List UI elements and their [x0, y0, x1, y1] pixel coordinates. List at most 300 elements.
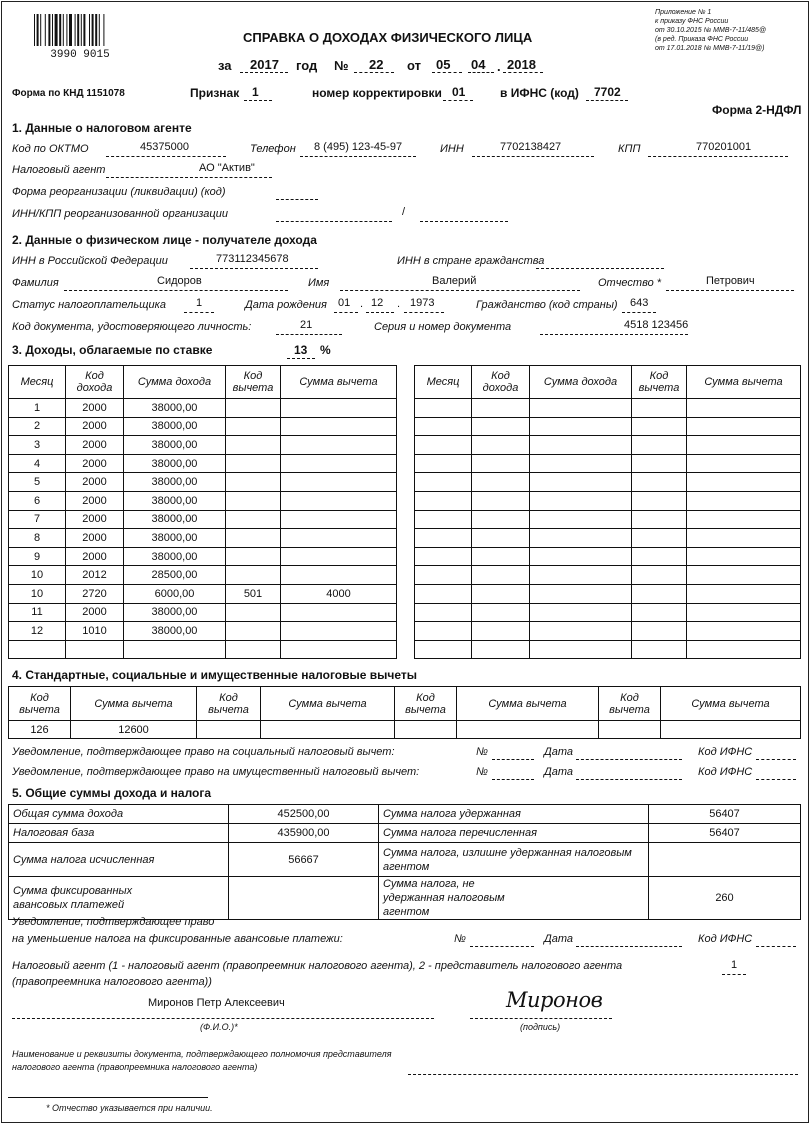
- citizenship-label: Гражданство (код страны): [476, 299, 618, 311]
- tax-withheld-value: 56407: [649, 805, 801, 824]
- table-row: [9, 491, 397, 510]
- priznak-label: Признак: [190, 86, 240, 100]
- cell-deduction-code: 501: [226, 584, 281, 603]
- tax-transferred-value: 56407: [649, 824, 801, 843]
- advance-notice-label-1: Уведомление, подтверждающее право: [12, 916, 215, 928]
- cell-deduction-code: [632, 622, 687, 641]
- cell-deduction-sum: 4000: [281, 584, 397, 603]
- total-income-value: 452500,00: [229, 805, 379, 824]
- cell-deduction-code: [226, 640, 281, 659]
- cell-income-sum: 38000,00: [124, 529, 226, 548]
- cell-month: 2: [9, 417, 66, 436]
- cell-deduction-sum: [687, 603, 801, 622]
- deduction-sum: [457, 721, 599, 739]
- tax-agent-label: Налоговый агент: [12, 164, 106, 176]
- authority-doc-label-1: Наименование и реквизиты документа, подтверждающего полномочия представителя: [12, 1049, 392, 1059]
- cell-income-code: [472, 399, 530, 418]
- cell-deduction-code: [632, 436, 687, 455]
- cell-income-code: [472, 491, 530, 510]
- table-row: [9, 399, 397, 418]
- doc-num-value: 4518 123456: [624, 319, 689, 331]
- deduction-code-header: Код вычета: [9, 687, 71, 721]
- cell-income-sum: [530, 603, 632, 622]
- tax-not-withheld-label: Сумма налога, не удержанная налоговым агентом: [379, 877, 649, 920]
- table-row: [9, 603, 397, 622]
- cell-income-code: 2000: [66, 473, 124, 492]
- cell-month: [415, 436, 472, 455]
- agent-inn-value: 7702138427: [500, 141, 562, 153]
- deduction-code-header: Код вычета: [197, 687, 261, 721]
- property-notice-label: Уведомление, подтверждающее право на имущественный налоговый вычет:: [12, 766, 420, 778]
- table-row: [415, 491, 801, 510]
- table-row: [9, 454, 397, 473]
- reorg-form-label: Форма реорганизации (ликвидации) (код): [12, 186, 226, 198]
- cell-income-code: [472, 640, 530, 659]
- cell-income-code: 2000: [66, 547, 124, 566]
- deductions-table: [8, 686, 801, 739]
- reorg-inn-label: ИНН/КПП реорганизованной организации: [12, 208, 228, 220]
- phone-label: Телефон: [250, 143, 296, 155]
- tax-withheld-label: Сумма налога удержанная: [379, 805, 649, 824]
- cell-deduction-code: [632, 417, 687, 436]
- deduction-code-header: Код вычета: [395, 687, 457, 721]
- authority-doc-label-2: налогового агента (правопреемника налогового агента): [12, 1062, 258, 1072]
- deduction-code: [197, 721, 261, 739]
- cell-month: 3: [9, 436, 66, 455]
- cell-income-code: [472, 417, 530, 436]
- date-prefix: от: [407, 58, 421, 73]
- table-row: [415, 473, 801, 492]
- cell-month: [415, 417, 472, 436]
- tax-overwithheld-value: [649, 843, 801, 877]
- cell-deduction-sum: [687, 566, 801, 585]
- section1-title: 1. Данные о налоговом агенте: [12, 121, 192, 135]
- cell-deduction-code: [226, 417, 281, 436]
- barcode-number: 3990 9015: [50, 49, 110, 58]
- cell-month: [415, 547, 472, 566]
- col-deduction-sum: Сумма вычета: [687, 366, 801, 399]
- cell-income-sum: [530, 417, 632, 436]
- section4-title: 4. Стандартные, социальные и имущественные налоговые вычеты: [12, 668, 417, 682]
- cell-month: [415, 566, 472, 585]
- cell-income-code: [472, 584, 530, 603]
- cell-income-sum: [124, 640, 226, 659]
- priznak-value: 1: [252, 85, 259, 99]
- cell-month: 5: [9, 473, 66, 492]
- oktmo-value: 45375000: [140, 141, 189, 153]
- cell-income-sum: [530, 436, 632, 455]
- doc-code-value: 21: [300, 319, 313, 331]
- table-row: [415, 417, 801, 436]
- cell-income-sum: [530, 547, 632, 566]
- fio-caption: (Ф.И.О.)*: [200, 1022, 238, 1032]
- advance-notice-num: №: [454, 933, 466, 945]
- cell-income-code: [472, 529, 530, 548]
- section2-title: 2. Данные о физическом лице - получателе дохода: [12, 233, 317, 247]
- correction-value: 01: [452, 85, 466, 99]
- cell-month: [9, 640, 66, 659]
- total-income-label: Общая сумма дохода: [9, 805, 229, 824]
- cell-deduction-code: [632, 547, 687, 566]
- cell-deduction-code: [632, 399, 687, 418]
- year-suffix: год: [296, 58, 318, 73]
- cell-income-code: 2000: [66, 510, 124, 529]
- tax-calculated-value: 56667: [229, 843, 379, 877]
- social-notice-date: Дата: [544, 746, 574, 758]
- appendix-note: Приложение № 1 к приказу ФНС России от 30.10.2015 № ММВ-7-11/485@ (в ред. Приказа ФНС России от 17.01.2018 № ММВ-7-11/19@): [655, 9, 767, 52]
- footnote: * Отчество указывается при наличии.: [46, 1103, 213, 1113]
- fixed-advance-value: [229, 877, 379, 920]
- name-value: Валерий: [432, 275, 477, 287]
- cell-month: 10: [9, 566, 66, 585]
- cell-income-code: 2720: [66, 584, 124, 603]
- cell-deduction-sum: [687, 622, 801, 641]
- deduction-sum-header: Сумма вычета: [457, 687, 599, 721]
- table-row: [9, 529, 397, 548]
- cell-deduction-code: [632, 640, 687, 659]
- cell-deduction-code: [632, 510, 687, 529]
- doc-num-label: Серия и номер документа: [374, 321, 512, 333]
- cell-deduction-code: [226, 547, 281, 566]
- table-row: [9, 622, 397, 641]
- tax-base-value: 435900,00: [229, 824, 379, 843]
- patronymic-label: Отчество *: [598, 277, 662, 289]
- cell-deduction-sum: [687, 473, 801, 492]
- table-row: [415, 547, 801, 566]
- cell-income-sum: 38000,00: [124, 603, 226, 622]
- deduction-sum-header: Сумма вычета: [71, 687, 197, 721]
- cell-deduction-code: [226, 622, 281, 641]
- deduction-sum-header: Сумма вычета: [261, 687, 395, 721]
- reorg-slash: /: [402, 206, 406, 218]
- advance-notice-ifns: Код ИФНС: [698, 933, 753, 945]
- cell-income-code: 2000: [66, 436, 124, 455]
- cell-income-sum: [530, 473, 632, 492]
- cell-income-sum: [530, 566, 632, 585]
- cell-income-sum: 38000,00: [124, 436, 226, 455]
- cell-income-sum: 28500,00: [124, 566, 226, 585]
- cell-deduction-sum: [281, 436, 397, 455]
- col-month: Месяц: [9, 366, 66, 399]
- status-label: Статус налогоплательщика: [12, 299, 166, 311]
- birth-day: 01: [338, 297, 351, 309]
- name-label: Имя: [308, 277, 330, 289]
- table-row: [415, 399, 801, 418]
- cell-income-sum: [530, 491, 632, 510]
- tax-base-label: Налоговая база: [9, 824, 229, 843]
- cell-income-sum: 38000,00: [124, 622, 226, 641]
- col-deduction-code: Код вычета: [226, 366, 281, 399]
- cell-month: 7: [9, 510, 66, 529]
- table-row: [415, 584, 801, 603]
- tax-overwithheld-label: Сумма налога, излишне удержанная налоговым агентом: [379, 843, 649, 877]
- cell-income-sum: 38000,00: [124, 510, 226, 529]
- birth-year: 1973: [410, 297, 435, 309]
- cell-income-sum: [530, 640, 632, 659]
- cell-income-code: 2000: [66, 603, 124, 622]
- cell-income-sum: 6000,00: [124, 584, 226, 603]
- col-deduction-code: Код вычета: [632, 366, 687, 399]
- cell-deduction-sum: [281, 491, 397, 510]
- patronymic-value: Петрович: [706, 275, 755, 287]
- deduction-sum: 12600: [71, 721, 197, 739]
- cell-income-code: [472, 454, 530, 473]
- table-row: [9, 417, 397, 436]
- cell-deduction-code: [226, 454, 281, 473]
- form-name: Форма 2-НДФЛ: [712, 103, 802, 117]
- signer-name: Миронов Петр Алексеевич: [148, 997, 285, 1009]
- knd-code: Форма по КНД 1151078: [12, 88, 125, 99]
- date-month: 04: [471, 57, 486, 72]
- oktmo-label: Код по ОКТМО: [12, 143, 89, 155]
- cell-income-code: 2000: [66, 529, 124, 548]
- cell-deduction-sum: [687, 399, 801, 418]
- deduction-code: 126: [9, 721, 71, 739]
- cell-income-code: 2012: [66, 566, 124, 585]
- cell-deduction-code: [632, 473, 687, 492]
- cell-income-code: [472, 603, 530, 622]
- table-row: [415, 566, 801, 585]
- phone-value: 8 (495) 123-45-97: [314, 141, 403, 153]
- social-notice-num: №: [476, 746, 488, 758]
- document-title: СПРАВКА О ДОХОДАХ ФИЗИЧЕСКОГО ЛИЦА: [243, 30, 533, 45]
- cell-deduction-code: [226, 510, 281, 529]
- doc-code-label: Код документа, удостоверяющего личность:: [12, 321, 252, 333]
- year-prefix: за: [218, 58, 232, 73]
- birth-month: 12: [371, 297, 384, 309]
- cell-deduction-sum: [281, 454, 397, 473]
- cell-month: 6: [9, 491, 66, 510]
- cell-deduction-sum: [281, 473, 397, 492]
- cell-income-sum: 38000,00: [124, 547, 226, 566]
- table-row: [415, 529, 801, 548]
- cell-deduction-code: [226, 566, 281, 585]
- cell-month: 8: [9, 529, 66, 548]
- ifns-label: в ИФНС (код): [500, 86, 579, 100]
- cell-deduction-sum: [281, 510, 397, 529]
- cell-income-code: 2000: [66, 417, 124, 436]
- cell-deduction-sum: [281, 603, 397, 622]
- cell-deduction-sum: [687, 436, 801, 455]
- cell-income-code: [66, 640, 124, 659]
- inn-foreign-label: ИНН в стране гражданства: [397, 255, 545, 267]
- agent-type-label-1: Налоговый агент (1 - налоговый агент (правопреемник налогового агента), 2 - представитель налогового агента: [12, 960, 623, 972]
- signature-caption: (подпись): [520, 1022, 561, 1032]
- cell-income-sum: 38000,00: [124, 491, 226, 510]
- tax-rate: 13: [294, 343, 308, 357]
- agent-type-value: 1: [731, 959, 738, 971]
- cell-deduction-code: [632, 584, 687, 603]
- income-table-left: [8, 365, 397, 659]
- cell-income-sum: [530, 584, 632, 603]
- ifns-value: 7702: [594, 85, 621, 99]
- col-income-sum: Сумма дохода: [124, 366, 226, 399]
- cell-income-sum: [530, 454, 632, 473]
- cell-income-sum: 38000,00: [124, 473, 226, 492]
- surname-label: Фамилия: [12, 277, 59, 289]
- income-table-right: [414, 365, 801, 659]
- deduction-code: [395, 721, 457, 739]
- deduction-sum: [261, 721, 395, 739]
- citizenship-value: 643: [630, 297, 649, 309]
- section3-title: 3. Доходы, облагаемые по ставке: [12, 343, 213, 357]
- col-deduction-sum: Сумма вычета: [281, 366, 397, 399]
- cell-income-code: 1010: [66, 622, 124, 641]
- fixed-advance-label: Сумма фиксированных авансовых платежей: [9, 877, 229, 920]
- cell-deduction-code: [632, 454, 687, 473]
- advance-notice-date: Дата: [544, 933, 574, 945]
- cell-deduction-code: [632, 491, 687, 510]
- report-year: 2017: [250, 57, 279, 72]
- property-notice-num: №: [476, 766, 488, 778]
- cell-month: [415, 529, 472, 548]
- table-row: [415, 436, 801, 455]
- cell-deduction-sum: [281, 622, 397, 641]
- cell-deduction-sum: [687, 584, 801, 603]
- cell-month: [415, 640, 472, 659]
- table-row: [9, 473, 397, 492]
- col-month: Месяц: [415, 366, 472, 399]
- birth-label: Дата рождения: [245, 299, 327, 311]
- tax-not-withheld-value: 260: [649, 877, 801, 920]
- table-row: [415, 510, 801, 529]
- cell-income-sum: [530, 529, 632, 548]
- section5-title: 5. Общие суммы дохода и налога: [12, 786, 212, 800]
- cell-income-sum: 38000,00: [124, 399, 226, 418]
- cell-month: [415, 510, 472, 529]
- number-sign: №: [334, 58, 349, 73]
- cell-deduction-sum: [281, 417, 397, 436]
- barcode: [32, 14, 128, 58]
- cell-deduction-sum: [281, 566, 397, 585]
- table-row: [9, 510, 397, 529]
- table-row: [9, 566, 397, 585]
- cell-deduction-code: [226, 491, 281, 510]
- col-income-code: Код дохода: [472, 366, 530, 399]
- cell-month: [415, 454, 472, 473]
- correction-label: номер корректировки: [312, 86, 442, 100]
- cell-deduction-sum: [687, 529, 801, 548]
- cell-deduction-sum: [281, 640, 397, 659]
- tax-calculated-label: Сумма налога исчисленная: [9, 843, 229, 877]
- cell-income-code: [472, 436, 530, 455]
- col-income-sum: Сумма дохода: [530, 366, 632, 399]
- cell-income-sum: 38000,00: [124, 417, 226, 436]
- deduction-code-header: Код вычета: [599, 687, 661, 721]
- cell-deduction-code: [226, 436, 281, 455]
- kpp-value: 770201001: [696, 141, 752, 153]
- cell-month: 9: [9, 547, 66, 566]
- cell-month: [415, 622, 472, 641]
- date-day: 05: [436, 57, 451, 72]
- cell-deduction-sum: [687, 547, 801, 566]
- advance-notice-label-2: на уменьшение налога на фиксированные авансовые платежи:: [12, 933, 343, 945]
- property-notice-ifns: Код ИФНС: [698, 766, 753, 778]
- cell-income-code: 2000: [66, 399, 124, 418]
- deduction-code: [599, 721, 661, 739]
- cell-income-sum: [530, 399, 632, 418]
- table-row: [415, 454, 801, 473]
- table-row: [9, 640, 397, 659]
- cell-income-sum: [530, 622, 632, 641]
- cell-month: 12: [9, 622, 66, 641]
- cell-deduction-code: [226, 473, 281, 492]
- table-row: [415, 622, 801, 641]
- cell-income-code: [472, 622, 530, 641]
- cell-income-code: 2000: [66, 454, 124, 473]
- cell-deduction-sum: [687, 454, 801, 473]
- cell-income-sum: 38000,00: [124, 454, 226, 473]
- cell-month: [415, 584, 472, 603]
- cell-month: [415, 491, 472, 510]
- cell-month: 10: [9, 584, 66, 603]
- cell-deduction-code: [632, 603, 687, 622]
- cell-deduction-sum: [687, 417, 801, 436]
- cell-income-code: 2000: [66, 491, 124, 510]
- table-row: [9, 547, 397, 566]
- tax-transferred-label: Сумма налога перечисленная: [379, 824, 649, 843]
- cell-deduction-code: [226, 529, 281, 548]
- inn-rf-label: ИНН в Российской Федерации: [12, 255, 168, 267]
- property-notice-date: Дата: [544, 766, 574, 778]
- cell-income-code: [472, 566, 530, 585]
- cell-deduction-sum: [687, 491, 801, 510]
- cell-month: 4: [9, 454, 66, 473]
- table-row: [415, 603, 801, 622]
- cell-deduction-sum: [687, 640, 801, 659]
- totals-table: [8, 804, 801, 920]
- table-row: [9, 584, 397, 603]
- certificate-number: 22: [369, 57, 384, 72]
- col-income-code: Код дохода: [66, 366, 124, 399]
- cell-deduction-sum: [281, 547, 397, 566]
- table-row: [415, 640, 801, 659]
- cell-deduction-sum: [687, 510, 801, 529]
- deduction-sum: [661, 721, 801, 739]
- status-value: 1: [196, 297, 203, 309]
- agent-inn-label: ИНН: [440, 143, 464, 155]
- cell-income-sum: [530, 510, 632, 529]
- cell-month: 1: [9, 399, 66, 418]
- cell-deduction-code: [632, 529, 687, 548]
- cell-income-code: [472, 547, 530, 566]
- agent-type-label-2: (правопреемника налогового агента)): [12, 976, 212, 988]
- social-notice-label: Уведомление, подтверждающее право на социальный налоговый вычет:: [12, 746, 395, 758]
- date-year: 2018: [507, 57, 536, 72]
- social-notice-ifns: Код ИФНС: [698, 746, 753, 758]
- table-row: [9, 436, 397, 455]
- footnote-rule: [8, 1097, 208, 1098]
- cell-deduction-code: [226, 399, 281, 418]
- inn-rf-value: 773112345678: [216, 253, 289, 265]
- cell-month: [415, 603, 472, 622]
- cell-deduction-code: [632, 566, 687, 585]
- signature: Миронов: [506, 988, 603, 1012]
- cell-income-code: [472, 510, 530, 529]
- tax-agent-value: АО "Актив": [199, 162, 255, 174]
- cell-income-code: [472, 473, 530, 492]
- percent-sign: %: [320, 343, 331, 357]
- deduction-sum-header: Сумма вычета: [661, 687, 801, 721]
- surname-value: Сидоров: [157, 275, 202, 287]
- cell-month: 11: [9, 603, 66, 622]
- cell-month: [415, 399, 472, 418]
- cell-month: [415, 473, 472, 492]
- cell-deduction-sum: [281, 529, 397, 548]
- cell-deduction-code: [226, 603, 281, 622]
- cell-deduction-sum: [281, 399, 397, 418]
- kpp-label: КПП: [618, 143, 641, 155]
